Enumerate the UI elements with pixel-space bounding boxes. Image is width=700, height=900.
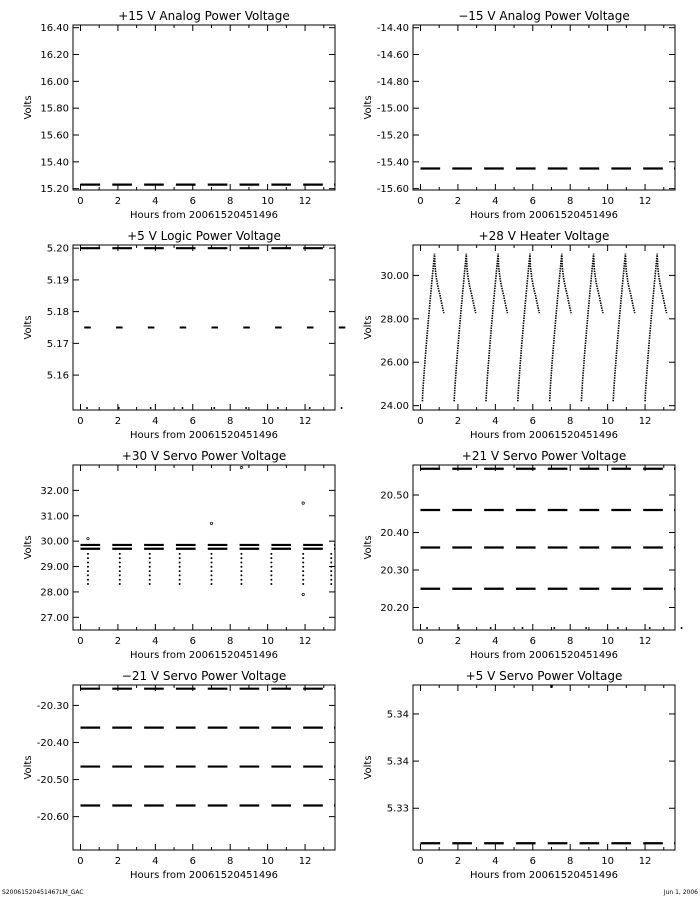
data-cycle bbox=[454, 254, 476, 402]
y-tick-label: 26.00 bbox=[380, 357, 409, 369]
y-tick-label: 5.34 bbox=[386, 709, 409, 721]
x-tick-label: 10 bbox=[601, 856, 614, 867]
x-tick-label: 4 bbox=[492, 416, 499, 427]
data-point bbox=[119, 553, 121, 555]
x-axis-label: Hours from 20061520451496 bbox=[130, 650, 278, 661]
x-tick-label: 8 bbox=[567, 636, 574, 647]
x-tick-label: 6 bbox=[189, 416, 196, 427]
data-point bbox=[240, 574, 242, 576]
data-point bbox=[87, 570, 89, 572]
x-tick-label: 8 bbox=[227, 636, 234, 647]
data-point bbox=[119, 566, 121, 568]
data-point bbox=[270, 583, 272, 585]
data-point bbox=[240, 566, 242, 568]
data-outlier bbox=[87, 537, 89, 539]
data-point bbox=[309, 407, 311, 409]
data-point bbox=[330, 553, 332, 555]
plot-frame bbox=[73, 465, 335, 630]
data-point bbox=[270, 557, 272, 559]
data-point bbox=[240, 557, 242, 559]
x-tick-label: 10 bbox=[261, 196, 274, 207]
data-point bbox=[521, 627, 523, 629]
x-tick-label: 12 bbox=[298, 416, 312, 427]
y-tick-label: 15.60 bbox=[40, 130, 69, 142]
y-tick-label: 32.00 bbox=[40, 485, 69, 497]
x-tick-label: 12 bbox=[298, 196, 312, 207]
y-axis-label: Volts bbox=[363, 535, 374, 560]
chart-title: −21 V Servo Power Voltage bbox=[121, 669, 287, 683]
data-cycle bbox=[613, 254, 635, 402]
y-axis-label: Volts bbox=[23, 535, 34, 560]
y-tick-label: 29.00 bbox=[40, 562, 69, 574]
y-tick-label: 27.00 bbox=[40, 612, 69, 624]
chart-title: +30 V Servo Power Voltage bbox=[121, 449, 287, 463]
x-tick-label: 10 bbox=[601, 196, 614, 207]
data-outlier bbox=[210, 522, 212, 524]
data-point bbox=[87, 579, 89, 581]
y-tick-label: 5.33 bbox=[386, 803, 409, 815]
data-point bbox=[119, 561, 121, 563]
data-point bbox=[240, 561, 242, 563]
x-tick-label: 6 bbox=[189, 856, 196, 867]
data-point bbox=[119, 583, 121, 585]
data-outlier bbox=[240, 466, 242, 468]
x-axis-label: Hours from 20061520451496 bbox=[470, 870, 618, 881]
data-point bbox=[302, 570, 304, 572]
data-point bbox=[240, 553, 242, 555]
data-point bbox=[341, 407, 343, 409]
y-tick-label: 16.20 bbox=[40, 50, 69, 62]
x-tick-label: 6 bbox=[529, 636, 536, 647]
data-point bbox=[149, 557, 151, 559]
x-tick-label: 10 bbox=[261, 636, 274, 647]
data-point bbox=[210, 579, 212, 581]
data-point bbox=[150, 407, 152, 409]
x-tick-label: 12 bbox=[298, 856, 312, 867]
y-tick-label: -20.40 bbox=[36, 737, 69, 749]
y-tick-label: 20.40 bbox=[380, 528, 409, 539]
data-point bbox=[330, 570, 332, 572]
chart-title: +15 V Analog Power Voltage bbox=[118, 9, 290, 23]
data-point bbox=[210, 553, 212, 555]
data-point bbox=[210, 583, 212, 585]
y-tick-label: 5.34 bbox=[386, 756, 409, 768]
x-tick-label: 4 bbox=[492, 196, 499, 207]
y-tick-label: 16.40 bbox=[40, 23, 69, 35]
x-tick-label: 4 bbox=[152, 196, 159, 207]
y-tick-label: 24.00 bbox=[380, 401, 409, 413]
data-point bbox=[302, 566, 304, 568]
x-tick-label: 4 bbox=[492, 856, 499, 867]
plot-frame bbox=[413, 25, 675, 190]
y-tick-label: 5.18 bbox=[46, 307, 69, 319]
y-tick-label: 30.00 bbox=[380, 270, 409, 282]
data-point bbox=[210, 574, 212, 576]
data-point bbox=[210, 557, 212, 559]
data-point bbox=[270, 579, 272, 581]
data-cycle bbox=[518, 254, 540, 402]
chart-title: +28 V Heater Voltage bbox=[478, 229, 610, 243]
data-point bbox=[649, 627, 651, 629]
x-tick-label: 2 bbox=[454, 856, 462, 867]
data-outlier bbox=[302, 502, 304, 504]
data-point bbox=[270, 553, 272, 555]
x-axis-label: Hours from 20061520451496 bbox=[470, 210, 618, 221]
data-point bbox=[270, 570, 272, 572]
data-point bbox=[179, 566, 181, 568]
x-axis-label: Hours from 20061520451496 bbox=[130, 870, 278, 881]
chart-3 bbox=[23, 229, 345, 441]
chart-title: −15 V Analog Power Voltage bbox=[458, 9, 630, 23]
x-tick-label: 6 bbox=[529, 196, 536, 207]
y-tick-label: 20.50 bbox=[380, 490, 409, 502]
data-point bbox=[87, 557, 89, 559]
chart-7 bbox=[23, 669, 335, 881]
data-point bbox=[179, 561, 181, 563]
data-cycle bbox=[422, 254, 444, 402]
x-tick-label: 8 bbox=[227, 196, 234, 207]
chart-title: +5 V Logic Power Voltage bbox=[127, 229, 281, 243]
x-tick-label: 12 bbox=[638, 856, 652, 867]
x-tick-label: 0 bbox=[417, 636, 424, 647]
y-tick-label: -14.60 bbox=[376, 50, 409, 62]
data-point bbox=[277, 407, 279, 409]
x-tick-label: 6 bbox=[529, 856, 536, 867]
x-tick-label: 6 bbox=[189, 196, 196, 207]
y-tick-label: 15.40 bbox=[40, 157, 69, 169]
y-tick-label: 20.20 bbox=[380, 603, 409, 614]
y-tick-label: -15.40 bbox=[376, 157, 409, 169]
x-tick-label: 0 bbox=[417, 196, 424, 207]
x-tick-label: 8 bbox=[567, 416, 574, 427]
data-point bbox=[240, 579, 242, 581]
y-tick-label: -14.40 bbox=[376, 23, 409, 35]
data-cycle bbox=[486, 254, 508, 402]
y-tick-label: -14.80 bbox=[376, 76, 409, 88]
plot-frame bbox=[73, 245, 335, 410]
data-point bbox=[119, 574, 121, 576]
data-point bbox=[270, 561, 272, 563]
x-tick-label: 0 bbox=[77, 196, 84, 207]
data-point bbox=[330, 583, 332, 585]
x-tick-label: 8 bbox=[227, 416, 234, 427]
data-point bbox=[458, 627, 460, 629]
data-point bbox=[119, 579, 121, 581]
data-point bbox=[149, 570, 151, 572]
y-tick-label: 5.16 bbox=[46, 370, 69, 382]
data-point bbox=[149, 561, 151, 563]
data-point bbox=[330, 561, 332, 563]
plot-frame bbox=[73, 25, 335, 190]
plot-frame bbox=[413, 685, 675, 850]
y-axis-label: Volts bbox=[23, 315, 34, 340]
x-axis-label: Hours from 20061520451496 bbox=[470, 650, 618, 661]
y-axis-label: Volts bbox=[363, 95, 374, 120]
data-point bbox=[118, 407, 120, 409]
data-point bbox=[270, 566, 272, 568]
x-tick-label: 2 bbox=[114, 856, 122, 867]
data-point bbox=[87, 553, 89, 555]
y-tick-label: -20.50 bbox=[36, 775, 69, 787]
data-point bbox=[270, 574, 272, 576]
data-outlier bbox=[302, 593, 304, 595]
data-point bbox=[179, 557, 181, 559]
data-point bbox=[119, 570, 121, 572]
data-point bbox=[210, 561, 212, 563]
chart-5 bbox=[23, 449, 335, 661]
data-point bbox=[330, 557, 332, 559]
data-point bbox=[149, 583, 151, 585]
data-point bbox=[302, 553, 304, 555]
data-point bbox=[426, 627, 428, 629]
data-cycle bbox=[550, 254, 572, 402]
data-point bbox=[681, 627, 683, 629]
data-point bbox=[179, 583, 181, 585]
data-point bbox=[149, 574, 151, 576]
chart-2 bbox=[363, 9, 675, 221]
chart-8 bbox=[363, 669, 675, 881]
y-tick-label: 20.30 bbox=[380, 565, 409, 577]
y-tick-label: -20.30 bbox=[36, 700, 69, 712]
y-tick-label: 15.20 bbox=[40, 184, 69, 196]
y-tick-label: 30.00 bbox=[40, 536, 69, 548]
x-tick-label: 0 bbox=[417, 856, 424, 867]
data-point bbox=[617, 627, 619, 629]
x-tick-label: 12 bbox=[638, 416, 652, 427]
data-point bbox=[87, 583, 89, 585]
x-tick-label: 0 bbox=[77, 416, 84, 427]
x-tick-label: 10 bbox=[601, 416, 614, 427]
y-axis-label: Volts bbox=[23, 755, 34, 780]
data-point bbox=[87, 561, 89, 563]
x-tick-label: 2 bbox=[454, 196, 462, 207]
y-tick-label: 28.00 bbox=[40, 587, 69, 599]
chart-title: +21 V Servo Power Voltage bbox=[461, 449, 627, 463]
data-point bbox=[302, 557, 304, 559]
data-point bbox=[302, 561, 304, 563]
data-point bbox=[302, 583, 304, 585]
x-tick-label: 10 bbox=[601, 636, 614, 647]
data-point bbox=[179, 553, 181, 555]
x-tick-label: 8 bbox=[567, 196, 574, 207]
data-point bbox=[87, 566, 89, 568]
y-tick-label: 15.80 bbox=[40, 103, 69, 115]
x-tick-label: 10 bbox=[261, 416, 274, 427]
x-tick-label: 4 bbox=[152, 856, 159, 867]
y-tick-label: -15.20 bbox=[376, 130, 409, 142]
chart-4 bbox=[363, 229, 675, 441]
chart-1 bbox=[23, 9, 335, 221]
data-point bbox=[240, 570, 242, 572]
data-point bbox=[585, 627, 587, 629]
data-cycle bbox=[581, 254, 603, 402]
data-point bbox=[179, 574, 181, 576]
x-tick-label: 2 bbox=[114, 196, 122, 207]
chart-title: +5 V Servo Power Voltage bbox=[465, 669, 623, 683]
footer-date: Jun 1, 2006 bbox=[663, 889, 698, 896]
x-tick-label: 6 bbox=[189, 636, 196, 647]
x-tick-label: 2 bbox=[454, 636, 462, 647]
data-point bbox=[553, 627, 555, 629]
data-point bbox=[330, 566, 332, 568]
data-point bbox=[179, 579, 181, 581]
y-tick-label: 28.00 bbox=[380, 314, 409, 326]
data-point bbox=[149, 579, 151, 581]
x-tick-label: 2 bbox=[454, 416, 462, 427]
data-point bbox=[213, 407, 215, 409]
x-tick-label: 4 bbox=[152, 416, 159, 427]
y-tick-label: 16.00 bbox=[40, 76, 69, 88]
x-axis-label: Hours from 20061520451496 bbox=[130, 210, 278, 221]
y-tick-label: -15.60 bbox=[376, 184, 409, 196]
data-point bbox=[119, 557, 121, 559]
x-tick-label: 8 bbox=[227, 856, 234, 867]
data-point bbox=[87, 574, 89, 576]
x-tick-label: 4 bbox=[152, 636, 159, 647]
y-axis-label: Volts bbox=[363, 315, 374, 340]
data-point bbox=[181, 407, 183, 409]
data-point bbox=[210, 566, 212, 568]
y-tick-label: -20.60 bbox=[36, 812, 69, 824]
data-point bbox=[179, 570, 181, 572]
x-tick-label: 0 bbox=[77, 856, 84, 867]
y-tick-label: 5.20 bbox=[46, 243, 69, 255]
x-axis-label: Hours from 20061520451496 bbox=[130, 430, 278, 441]
x-tick-label: 8 bbox=[567, 856, 574, 867]
data-point bbox=[302, 574, 304, 576]
data-point bbox=[330, 574, 332, 576]
y-axis-label: Volts bbox=[23, 95, 34, 120]
y-tick-label: 31.00 bbox=[40, 511, 69, 523]
x-tick-label: 12 bbox=[298, 636, 312, 647]
data-cycle bbox=[645, 254, 667, 402]
x-tick-label: 12 bbox=[638, 636, 652, 647]
y-tick-label: 5.17 bbox=[46, 338, 69, 350]
data-point bbox=[302, 579, 304, 581]
x-tick-label: 0 bbox=[77, 636, 84, 647]
x-tick-label: 2 bbox=[114, 416, 122, 427]
y-tick-label: -15.00 bbox=[376, 103, 409, 115]
data-point bbox=[490, 627, 492, 629]
data-point bbox=[245, 407, 247, 409]
y-tick-label: 5.19 bbox=[46, 275, 69, 287]
y-axis-label: Volts bbox=[363, 755, 374, 780]
x-tick-label: 12 bbox=[638, 196, 652, 207]
plot-frame bbox=[413, 245, 675, 410]
x-tick-label: 0 bbox=[417, 416, 424, 427]
chart-6 bbox=[363, 449, 683, 661]
data-point bbox=[149, 553, 151, 555]
x-tick-label: 2 bbox=[114, 636, 122, 647]
data-point bbox=[240, 583, 242, 585]
data-point bbox=[86, 407, 88, 409]
data-point bbox=[210, 570, 212, 572]
x-tick-label: 10 bbox=[261, 856, 274, 867]
x-tick-label: 6 bbox=[529, 416, 536, 427]
data-point bbox=[149, 566, 151, 568]
footer-filename: S20061520451467LM_GAC bbox=[2, 889, 84, 896]
x-tick-label: 4 bbox=[492, 636, 499, 647]
x-axis-label: Hours from 20061520451496 bbox=[470, 430, 618, 441]
data-point bbox=[330, 579, 332, 581]
